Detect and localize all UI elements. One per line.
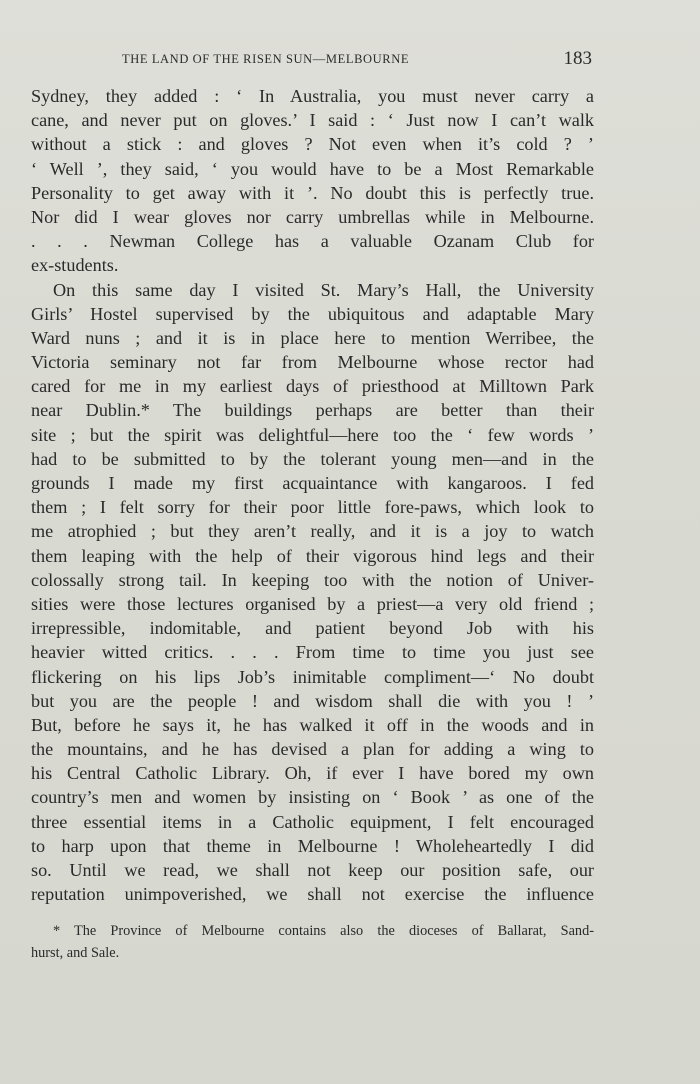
text-line: but you are the people ! and wisdom shall die with you ! ’ xyxy=(31,690,594,711)
text-line: irrepressible, indomitable, and patient beyond Job with his xyxy=(31,618,594,639)
running-head: THE LAND OF THE RISEN SUN—MELBOURNE xyxy=(122,52,410,66)
text-line: them leaping with the help of their vigorous hind legs and their xyxy=(31,545,594,566)
text-line: ex-students. xyxy=(31,255,119,276)
text-line: heavier witted critics. . . . From time to time you just see xyxy=(31,642,594,663)
text-line: had to be submitted to by the tolerant young men—and in the xyxy=(31,448,594,469)
text-line: grounds I made my first acquaintance with kangaroos. I fed xyxy=(31,473,594,493)
text-line: three essential items in a Catholic equipment, I felt encouraged xyxy=(31,811,594,832)
text-line: to harp upon that theme in Melbourne ! Wholeheartedly I did xyxy=(31,835,594,856)
text-line: the mountains, and he has devised a plan for adding a wing to xyxy=(31,739,594,760)
text-line: so. Until we read, we shall not keep our position safe, our xyxy=(31,860,594,880)
text-line: cared for me in my earliest days of priesthood at Milltown Park xyxy=(31,376,594,397)
footnote-line: hurst, and Sale. xyxy=(31,945,120,961)
footnote-line: * The Province of Melbourne contains also the dioceses of Ballarat, Sand- xyxy=(53,923,594,939)
text-line: me atrophied ; but they aren’t really, and it is a joy to watch xyxy=(31,521,594,542)
text-line: Sydney, they added : ‘ In Australia, you must never carry a xyxy=(31,86,594,106)
text-line: without a stick : and gloves ? Not even when it’s cold ? ’ xyxy=(31,134,594,155)
text-line: cane, and never put on gloves.’ I said : ‘ Just now I can’t walk xyxy=(31,110,594,131)
paragraph-first-line: On this same day I visited St. Mary’s Hall, the University xyxy=(53,279,594,300)
footnote xyxy=(31,920,594,964)
text-line: Victoria seminary not far from Melbourne whose rector had xyxy=(31,352,594,373)
text-line: Personality to get away with it ’. No doubt this is perfectly true. xyxy=(31,182,594,203)
page-number: 183 xyxy=(563,48,592,69)
text-line: Ward nuns ; and it is in place here to mention Werribee, the xyxy=(31,327,594,348)
text-line: near Dublin.* The buildings perhaps are better than their xyxy=(31,400,594,421)
text-line: colossally strong tail. In keeping too with the notion of Univer- xyxy=(31,569,594,590)
text-line: But, before he says it, he has walked it off in the woods and in xyxy=(31,714,594,735)
text-line: country’s men and women by insisting on ‘ Book ’ as one of the xyxy=(31,787,594,808)
text-line: site ; but the spirit was delightful—here too the ‘ few words ’ xyxy=(31,424,594,445)
body-text xyxy=(31,84,594,906)
text-line: ‘ Well ’, they said, ‘ you would have to be a Most Remarkable xyxy=(31,158,594,179)
text-line: flickering on his lips Job’s inimitable compliment—‘ No doubt xyxy=(31,666,594,687)
text-line: Girls’ Hostel supervised by the ubiquitous and adaptable Mary xyxy=(31,303,594,324)
text-line: . . . Newman College has a valuable Ozanam Club for xyxy=(31,231,594,252)
text-line: them ; I felt sorry for their poor little fore-paws, which look to xyxy=(31,497,594,518)
text-line: sities were those lectures organised by a priest—a very old friend ; xyxy=(31,593,594,614)
text-line: reputation unimpoverished, we shall not exercise the influence xyxy=(31,884,594,905)
text-line: Nor did I wear gloves nor carry umbrellas while in Melbourne. xyxy=(31,206,594,227)
text-line: his Central Catholic Library. Oh, if ever I have bored my own xyxy=(31,763,594,784)
